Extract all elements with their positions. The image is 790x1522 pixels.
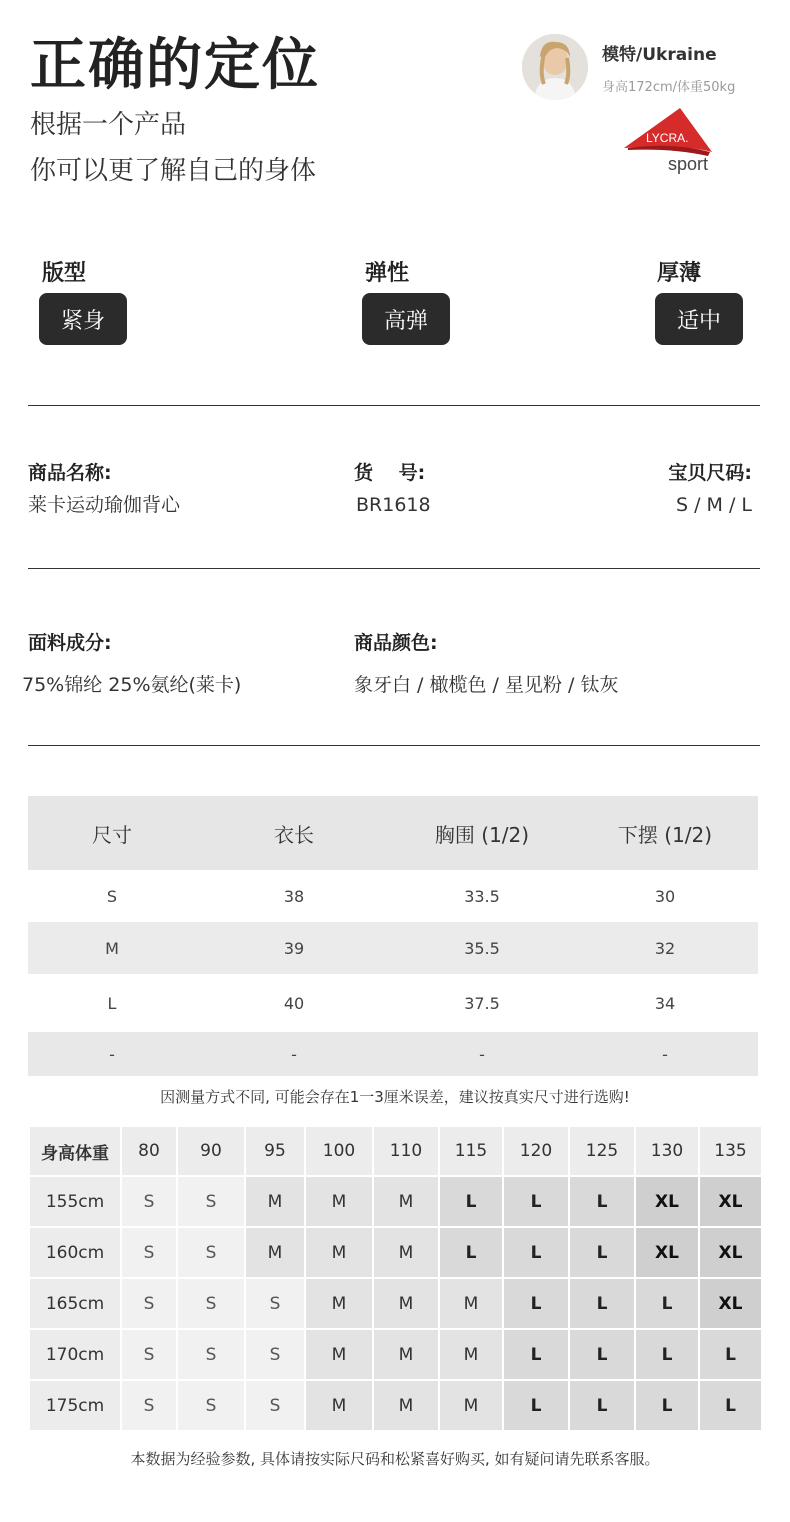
product-name-value: 莱卡运动瑜伽背心 <box>28 494 181 516</box>
size-recommendation-cell: S <box>122 1381 176 1430</box>
table-cell: - <box>572 1032 758 1076</box>
size-recommendation-cell: M <box>306 1330 372 1379</box>
table-row <box>28 1032 758 1076</box>
size-recommendation-cell: M <box>246 1228 304 1277</box>
page-title: 正确的定位 <box>30 33 320 98</box>
weight-header: 130 <box>636 1127 698 1175</box>
table-cell: M <box>28 922 196 974</box>
size-recommendation-cell: XL <box>700 1228 761 1277</box>
lycra-logo-icon <box>622 106 718 178</box>
model-stats: 身高172cm/体重50kg <box>602 80 736 95</box>
size-recommendation-cell: S <box>178 1177 244 1226</box>
grid-row <box>30 1330 761 1379</box>
size-recommendation-cell: L <box>570 1228 634 1277</box>
subtitle-line-2: 你可以更了解自己的身体 <box>30 156 317 186</box>
sizes-value: S / M / L <box>676 494 752 516</box>
size-recommendation-cell: L <box>636 1330 698 1379</box>
size-recommendation-cell: M <box>440 1279 502 1328</box>
table-row <box>28 870 758 922</box>
weight-header: 125 <box>570 1127 634 1175</box>
divider <box>28 568 760 569</box>
size-table-header-cell: 尺寸 <box>28 796 196 870</box>
size-recommendation-cell: L <box>570 1279 634 1328</box>
size-recommendation-cell: L <box>636 1381 698 1430</box>
size-table <box>28 796 758 1076</box>
weight-header: 95 <box>246 1127 304 1175</box>
table-cell: - <box>28 1032 196 1076</box>
size-recommendation-cell: XL <box>700 1177 761 1226</box>
attr-thickness-value: 适中 <box>655 293 743 345</box>
height-weight-grid <box>28 1125 763 1432</box>
grid-row <box>30 1177 761 1226</box>
grid-row <box>30 1381 761 1430</box>
size-recommendation-cell: XL <box>700 1279 761 1328</box>
weight-header: 120 <box>504 1127 568 1175</box>
model-photo-icon <box>522 34 588 100</box>
table-cell: S <box>106 886 118 906</box>
size-recommendation-cell: S <box>122 1330 176 1379</box>
weight-header: 100 <box>306 1127 372 1175</box>
grid-row <box>30 1279 761 1328</box>
fabric-label: 面料成分: <box>28 632 112 654</box>
height-label: 160cm <box>30 1228 120 1277</box>
divider <box>28 405 760 406</box>
attr-fit-value: 紧身 <box>39 293 127 345</box>
size-recommendation-cell: L <box>504 1228 568 1277</box>
size-recommendation-cell: S <box>178 1228 244 1277</box>
table-cell: 39 <box>196 922 392 974</box>
subtitle-line-1: 根据一个产品 <box>30 110 187 140</box>
attr-elasticity-value: 高弹 <box>362 293 450 345</box>
height-label: 170cm <box>30 1330 120 1379</box>
size-table-header-cell: 衣长 <box>196 796 392 870</box>
size-recommendation-cell: S <box>122 1279 176 1328</box>
table-cell: 40 <box>283 993 305 1013</box>
experience-note: 本数据为经验参数, 具体请按实际尺码和松紧喜好购买, 如有疑问请先联系客服。 <box>130 1450 660 1468</box>
size-recommendation-cell: S <box>246 1330 304 1379</box>
size-recommendation-cell: XL <box>636 1228 698 1277</box>
fabric-value: 75%锦纶 25%氨纶(莱卡) <box>22 674 242 696</box>
table-cell: 38 <box>283 886 305 906</box>
size-recommendation-cell: S <box>246 1279 304 1328</box>
size-recommendation-cell: XL <box>636 1177 698 1226</box>
divider <box>28 745 760 746</box>
table-row <box>28 974 758 1032</box>
sku-value: BR1618 <box>356 494 431 516</box>
size-recommendation-cell: S <box>178 1381 244 1430</box>
weight-header: 80 <box>122 1127 176 1175</box>
size-recommendation-cell: S <box>122 1228 176 1277</box>
size-recommendation-cell: S <box>122 1177 176 1226</box>
grid-corner-label: 身高体重 <box>30 1127 120 1175</box>
size-recommendation-cell: L <box>636 1279 698 1328</box>
size-recommendation-cell: S <box>178 1330 244 1379</box>
measurement-note: 因测量方式不同, 可能会存在1一3厘米误差，建议按真实尺寸进行选购! <box>160 1088 630 1106</box>
size-recommendation-cell: M <box>440 1330 502 1379</box>
size-recommendation-cell: M <box>306 1228 372 1277</box>
table-cell: - <box>392 1032 572 1076</box>
size-recommendation-cell: M <box>374 1279 438 1328</box>
sku-label: 货 号: <box>354 462 426 484</box>
weight-header: 115 <box>440 1127 502 1175</box>
table-cell: 35.5 <box>392 922 572 974</box>
size-recommendation-cell: L <box>440 1177 502 1226</box>
table-cell: 30 <box>654 886 676 906</box>
size-table-header <box>28 796 758 870</box>
model-name: 模特/Ukraine <box>602 45 717 65</box>
size-table-header-cell: 下摆 (1/2) <box>572 796 758 870</box>
table-cell: 33.5 <box>464 886 500 906</box>
size-table-header-cell: 胸围 (1/2) <box>392 796 572 870</box>
table-cell: 32 <box>572 922 758 974</box>
size-recommendation-cell: S <box>178 1279 244 1328</box>
height-label: 175cm <box>30 1381 120 1430</box>
size-recommendation-cell: M <box>440 1381 502 1430</box>
height-label: 155cm <box>30 1177 120 1226</box>
size-recommendation-cell: L <box>504 1330 568 1379</box>
attr-fit-label: 版型 <box>42 261 87 286</box>
weight-header: 135 <box>700 1127 761 1175</box>
size-recommendation-cell: L <box>504 1381 568 1430</box>
weight-header: 90 <box>178 1127 244 1175</box>
size-recommendation-cell: M <box>374 1330 438 1379</box>
grid-header-row <box>30 1127 761 1175</box>
lycra-sport-logo <box>622 106 718 178</box>
product-name-label: 商品名称: <box>28 462 112 484</box>
size-recommendation-cell: L <box>440 1228 502 1277</box>
size-recommendation-cell: L <box>700 1330 761 1379</box>
size-recommendation-cell: M <box>374 1228 438 1277</box>
size-recommendation-cell: M <box>306 1279 372 1328</box>
attr-elasticity-label: 弹性 <box>365 261 410 286</box>
size-recommendation-cell: M <box>246 1177 304 1226</box>
attr-thickness-label: 厚薄 <box>657 261 702 286</box>
table-cell: 37.5 <box>464 993 500 1013</box>
size-recommendation-cell: L <box>570 1177 634 1226</box>
colors-value: 象牙白 / 橄榄色 / 星见粉 / 钛灰 <box>354 674 619 696</box>
size-recommendation-cell: M <box>374 1381 438 1430</box>
sizes-label: 宝贝尺码: <box>668 462 752 484</box>
size-recommendation-cell: L <box>700 1381 761 1430</box>
svg-text:LYCRA.: LYCRA. <box>646 131 689 145</box>
table-row <box>28 922 758 974</box>
size-recommendation-cell: M <box>374 1177 438 1226</box>
height-label: 165cm <box>30 1279 120 1328</box>
table-cell: L <box>107 993 117 1013</box>
size-recommendation-cell: M <box>306 1177 372 1226</box>
colors-label: 商品颜色: <box>354 632 438 654</box>
size-recommendation-cell: S <box>246 1381 304 1430</box>
weight-header: 110 <box>374 1127 438 1175</box>
grid-row <box>30 1228 761 1277</box>
size-recommendation-cell: L <box>504 1177 568 1226</box>
svg-text:sport: sport <box>668 154 709 174</box>
size-recommendation-cell: L <box>570 1330 634 1379</box>
size-recommendation-cell: L <box>504 1279 568 1328</box>
size-recommendation-cell: L <box>570 1381 634 1430</box>
size-recommendation-cell: M <box>306 1381 372 1430</box>
model-avatar <box>522 34 588 100</box>
table-cell: 34 <box>654 993 676 1013</box>
table-cell: - <box>196 1032 392 1076</box>
